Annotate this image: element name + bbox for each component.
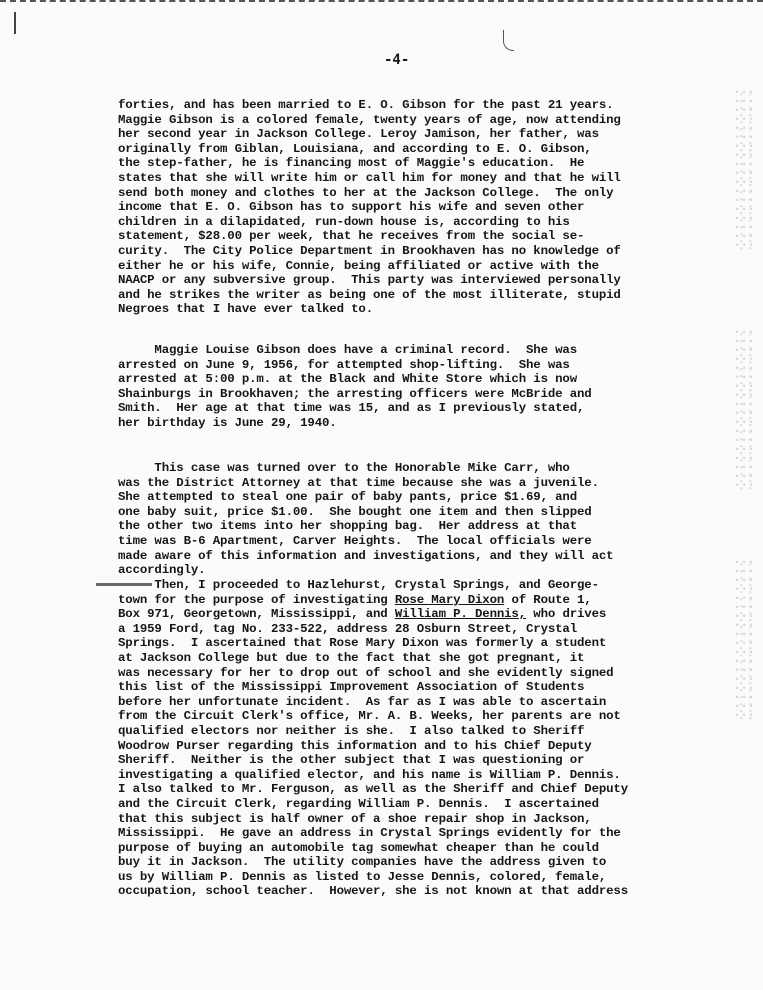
- paragraph-gibson-family: [118, 98, 750, 317]
- text-line: send both money and clothes to her at the Jackson College. The only: [118, 185, 614, 200]
- text-line: Negroes that I have ever talked to.: [118, 302, 373, 317]
- text-line: NAACP or any subversive group. This party was interviewed personally: [118, 273, 621, 288]
- text-line: accordingly.: [118, 563, 206, 578]
- text-line: [118, 607, 750, 622]
- text-line: this list of the Mississippi Improvement Association of Students: [118, 680, 585, 695]
- stray-pen-mark: [503, 30, 514, 51]
- text-segment: town for the purpose of investigating: [118, 592, 395, 607]
- text-line: occupation, school teacher. However, she is not known at that address: [118, 884, 628, 899]
- text-line: I also talked to Mr. Ferguson, as well as the Sheriff and Chief Deputy: [118, 782, 628, 797]
- text-line: Woodrow Purser regarding this information and to his Chief Deputy: [118, 738, 592, 753]
- text-line: forties, and has been married to E. O. Gibson for the past 21 years.: [118, 98, 614, 112]
- text-line: income that E. O. Gibson has to support his wife and seven other: [118, 200, 585, 215]
- paragraph-case-disposition: [118, 461, 750, 578]
- paragraph-criminal-record: [118, 343, 750, 431]
- text-line: the other two items into her shopping bag. Her address at that: [118, 519, 577, 534]
- text-line: qualified electors nor neither is she. I also talked to Sheriff: [118, 723, 585, 738]
- text-line: buy it in Jackson. The utility companies have the address given to: [118, 855, 607, 870]
- scan-noise: [735, 560, 757, 720]
- margin-tick-mark: [14, 12, 16, 34]
- text-line: curity. The City Police Department in Brookhaven has no knowledge of: [118, 243, 621, 258]
- underlined-name-dennis: William P. Dennis,: [394, 607, 527, 622]
- text-line: us by William P. Dennis as listed to Jesse Dennis, colored, female,: [118, 869, 607, 884]
- text-line: states that she will write him or call him for money and that he will: [118, 170, 621, 185]
- text-line: originally from Giblan, Louisiana, and according to E. O. Gibson,: [118, 141, 592, 156]
- text-segment: of Route 1,: [504, 592, 592, 607]
- text-line: before her unfortunate incident. As far as I was able to ascertain: [118, 694, 607, 709]
- text-line: her birthday is June 29, 1940.: [118, 415, 337, 430]
- text-line: This case was turned over to the Honorable Mike Carr, who: [118, 461, 570, 475]
- text-line: was necessary for her to drop out of school and she evidently signed: [118, 665, 614, 680]
- text-line: arrested on June 9, 1956, for attempted shop-lifting. She was: [118, 357, 570, 372]
- text-line: Maggie Gibson is a colored female, twenty years of age, now attending: [118, 112, 621, 127]
- perforated-top-edge: [0, 0, 763, 6]
- text-line: at Jackson College but due to the fact that she got pregnant, it: [118, 650, 585, 665]
- text-segment: Box 971, Georgetown, Mississippi, and: [118, 607, 395, 622]
- text-line: arrested at 5:00 p.m. at the Black and White Store which is now: [118, 372, 577, 387]
- text-line: and the Circuit Clerk, regarding William P. Dennis. I ascertained: [118, 796, 599, 811]
- text-line: and he strikes the writer as being one of the most illiterate, stupid: [118, 287, 621, 302]
- text-line: was the District Attorney at that time because she was a juvenile.: [118, 475, 599, 490]
- text-line: a 1959 Ford, tag No. 233-522, address 28 Osburn Street, Crystal: [118, 621, 577, 636]
- text-line: statement, $28.00 per week, that he receives from the social se-: [118, 229, 585, 244]
- text-line: investigating a qualified elector, and his name is William P. Dennis.: [118, 767, 621, 782]
- text-line: Sheriff. Neither is the other subject that I was questioning or: [118, 753, 585, 768]
- text-line: Springs. I ascertained that Rose Mary Dixon was formerly a student: [118, 636, 607, 651]
- text-line: one baby suit, price $1.00. She bought one item and then slipped: [118, 504, 592, 519]
- text-line: Mississippi. He gave an address in Crystal Springs evidently for the: [118, 826, 621, 841]
- text-line: that this subject is half owner of a shoe repair shop in Jackson,: [118, 811, 592, 826]
- text-line: either he or his wife, Connie, being affiliated or active with the: [118, 258, 599, 273]
- underlined-name-dixon: Rose Mary Dixon: [394, 592, 505, 607]
- text-line: [118, 593, 750, 608]
- text-line: She attempted to steal one pair of baby pants, price $1.69, and: [118, 490, 577, 505]
- text-line: Shainburgs in Brookhaven; the arresting officers were McBride and: [118, 386, 592, 401]
- text-line: children in a dilapidated, run-down house is, according to his: [118, 214, 570, 229]
- text-line: her second year in Jackson College. Leroy Jamison, her father, was: [118, 127, 599, 142]
- text-line: time was B-6 Apartment, Carver Heights. The local officials were: [118, 533, 592, 548]
- text-line: Maggie Louise Gibson does have a criminal record. She was: [118, 343, 577, 357]
- text-line: Smith. Her age at that time was 15, and as I previously stated,: [118, 401, 585, 416]
- page-number: -4-: [384, 52, 410, 68]
- text-line: purpose of buying an automobile tag somewhat cheaper than he could: [118, 840, 599, 855]
- text-line: the step-father, he is financing most of Maggie's education. He: [118, 156, 585, 171]
- scan-noise: [735, 90, 757, 250]
- text-line: from the Circuit Clerk's office, Mr. A. B. Weeks, her parents are not: [118, 709, 621, 724]
- scan-noise: [735, 330, 757, 490]
- text-segment: who drives: [526, 607, 607, 622]
- text-line: made aware of this information and investigations, and they will act: [118, 548, 614, 563]
- text-line: Then, I proceeded to Hazlehurst, Crystal Springs, and George-: [118, 578, 599, 592]
- paragraph-hazlehurst-investigation: [118, 578, 750, 899]
